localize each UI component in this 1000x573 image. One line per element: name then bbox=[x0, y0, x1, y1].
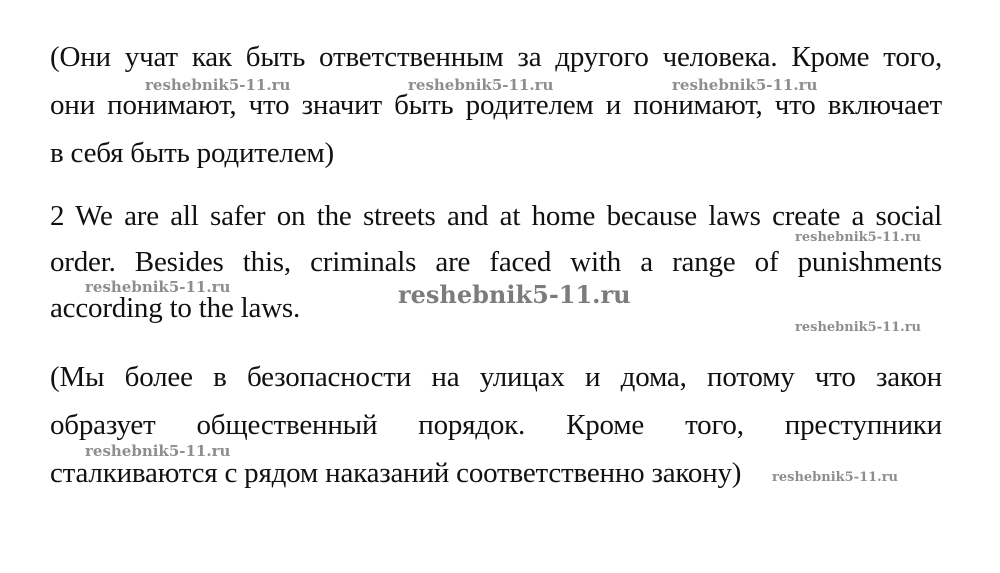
text-line: (Они учат как быть ответственным за другого человека. Кроме того, bbox=[50, 41, 942, 73]
text-line: в себя быть родителем) bbox=[50, 137, 334, 169]
text-line: order. Besides this, criminals are faced with a range of punishments bbox=[50, 246, 942, 278]
watermark: reshebnik5-11.ru bbox=[145, 76, 291, 94]
watermark: reshebnik5-11.ru bbox=[795, 320, 922, 335]
watermark-large: reshebnik5-11.ru bbox=[398, 280, 631, 309]
text-line: (Мы более в безопасности на улицах и дома, потому что закон bbox=[50, 361, 942, 393]
paragraph-english-2 bbox=[50, 193, 942, 331]
text-line: они понимают, что значит быть родителем и понимают, что включает bbox=[50, 89, 942, 121]
watermark: reshebnik5-11.ru bbox=[772, 470, 899, 485]
watermark: reshebnik5-11.ru bbox=[85, 442, 231, 460]
paragraph-russian-1 bbox=[50, 33, 942, 177]
text-line: according to the laws. bbox=[50, 292, 301, 324]
watermark: reshebnik5-11.ru bbox=[672, 76, 818, 94]
watermark: reshebnik5-11.ru bbox=[85, 278, 231, 296]
text-line: сталкиваются с рядом наказаний соответственно закону) bbox=[50, 457, 742, 489]
text-line: образует общественный порядок. Кроме того, преступники bbox=[50, 409, 942, 441]
watermark: reshebnik5-11.ru bbox=[795, 230, 922, 245]
watermark: reshebnik5-11.ru bbox=[408, 76, 554, 94]
text-line: 2 We are all safer on the streets and at home because laws create a social bbox=[50, 200, 942, 232]
